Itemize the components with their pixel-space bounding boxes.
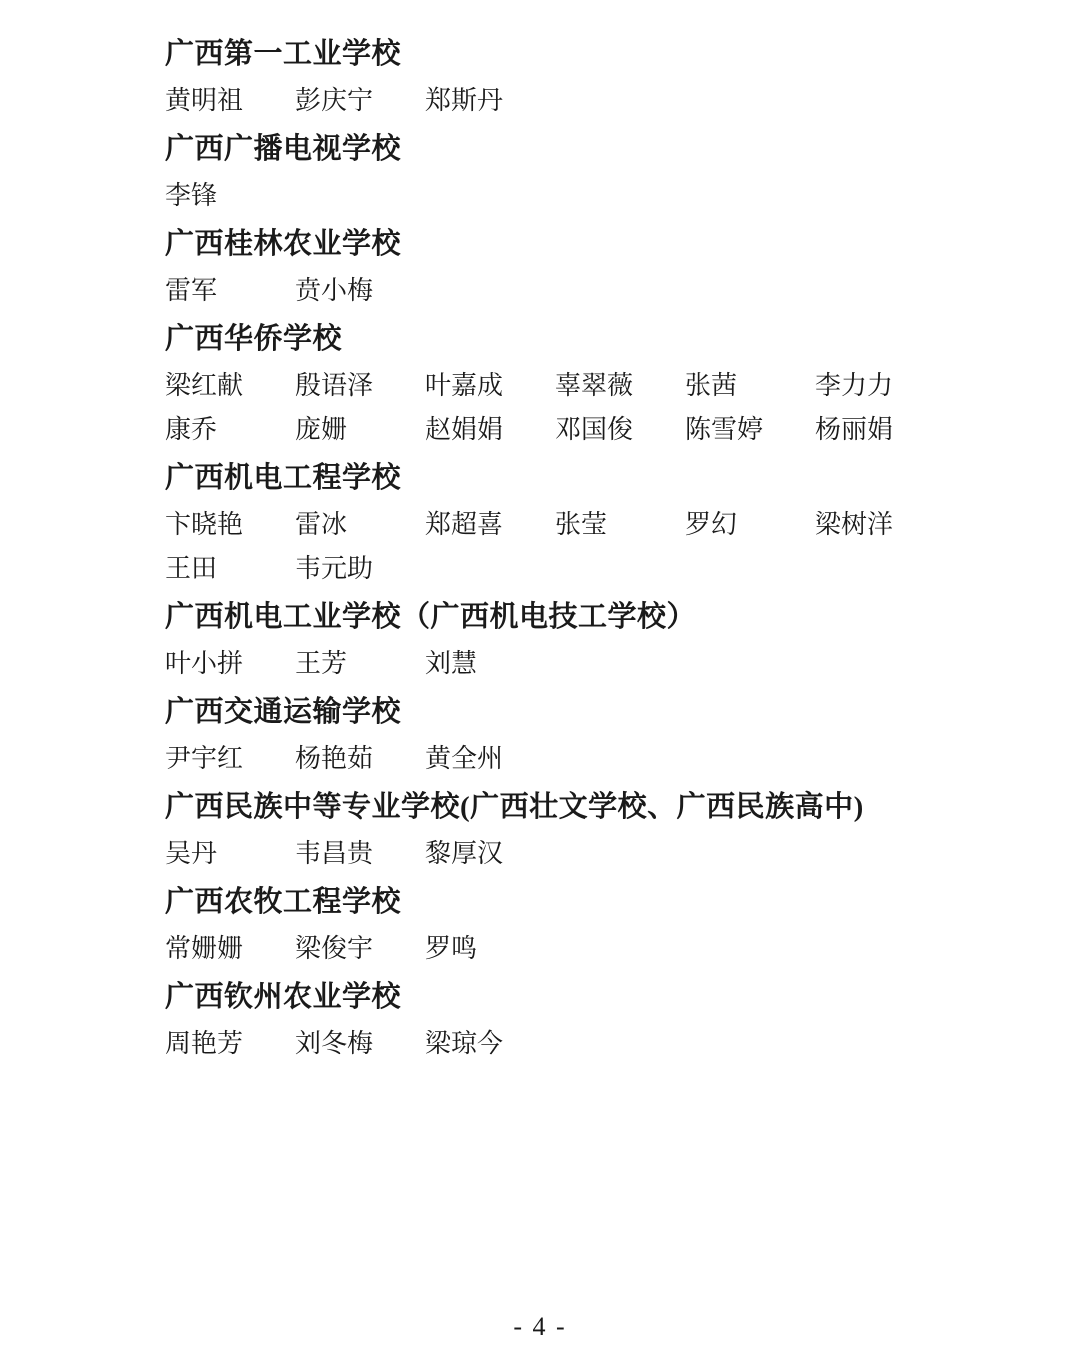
- school-group: [165, 876, 990, 971]
- school-name: 广西民族中等专业学校(广西壮文学校、广西民族高中): [165, 791, 864, 823]
- person-name: 黄全州: [425, 744, 504, 773]
- person-name: 彭庆宁: [295, 86, 374, 115]
- name-row: [165, 503, 990, 547]
- person-name: 邓国俊: [555, 415, 634, 444]
- school-name: 广西农牧工程学校: [165, 886, 402, 918]
- name-row: [165, 364, 990, 408]
- school-name: 广西广播电视学校: [165, 133, 402, 165]
- person-name: 刘冬梅: [295, 1029, 374, 1058]
- person-name: 周艳芳: [165, 1029, 244, 1058]
- person-name: 卞晓艳: [165, 510, 244, 539]
- school-group: [165, 218, 990, 313]
- person-name: 张莹: [555, 510, 608, 539]
- person-name: 李锋: [165, 181, 218, 210]
- name-row: [165, 927, 990, 971]
- person-name: 尹宇红: [165, 744, 244, 773]
- person-name: 庞姗: [295, 415, 348, 444]
- school-group: [165, 123, 990, 218]
- person-name: 杨丽娟: [815, 415, 894, 444]
- person-name: 杨艳茹: [295, 744, 374, 773]
- person-name: 刘慧: [425, 649, 478, 678]
- page-number: - 4 -: [513, 1312, 567, 1341]
- school-name: 广西钦州农业学校: [165, 981, 402, 1013]
- name-row: [165, 79, 990, 123]
- name-row: [165, 547, 990, 591]
- person-name: 韦元助: [295, 554, 374, 583]
- school-name: 广西机电工程学校: [165, 462, 402, 494]
- person-name: 郑斯丹: [425, 86, 504, 115]
- person-name: 李力力: [815, 371, 894, 400]
- person-name: 雷冰: [295, 510, 348, 539]
- person-name: 黄明祖: [165, 86, 244, 115]
- school-group: [165, 313, 990, 452]
- person-name: 雷军: [165, 276, 218, 305]
- person-name: 梁树洋: [815, 510, 894, 539]
- name-row: [165, 408, 990, 452]
- person-name: 梁琼今: [425, 1029, 504, 1058]
- school-name: 广西桂林农业学校: [165, 228, 402, 260]
- name-row: [165, 174, 990, 218]
- person-name: 梁俊宇: [295, 934, 374, 963]
- school-group: [165, 971, 990, 1066]
- person-name: 吴丹: [165, 839, 218, 868]
- person-name: 辜翠薇: [555, 371, 634, 400]
- person-name: 康乔: [165, 415, 218, 444]
- person-name: 陈雪婷: [685, 415, 764, 444]
- school-name: 广西华侨学校: [165, 323, 343, 355]
- school-group: [165, 591, 990, 686]
- school-group: [165, 28, 990, 123]
- person-name: 常姗姗: [165, 934, 244, 963]
- school-list: [165, 28, 990, 1066]
- person-name: 韦昌贵: [295, 839, 374, 868]
- person-name: 王田: [165, 554, 218, 583]
- person-name: 黎厚汉: [425, 839, 504, 868]
- person-name: 叶嘉成: [425, 371, 504, 400]
- person-name: 罗鸣: [425, 934, 478, 963]
- name-row: [165, 737, 990, 781]
- person-name: 叶小拼: [165, 649, 244, 678]
- person-name: 郑超喜: [425, 510, 504, 539]
- name-row: [165, 642, 990, 686]
- person-name: 罗幻: [685, 510, 738, 539]
- person-name: 贲小梅: [295, 276, 374, 305]
- school-name: 广西机电工业学校（广西机电技工学校）: [165, 601, 697, 633]
- school-group: [165, 686, 990, 781]
- name-row: [165, 1022, 990, 1066]
- person-name: 赵娟娟: [425, 415, 504, 444]
- person-name: 王芳: [295, 649, 348, 678]
- school-name: 广西交通运输学校: [165, 696, 402, 728]
- name-row: [165, 269, 990, 313]
- person-name: 梁红献: [165, 371, 244, 400]
- school-group: [165, 452, 990, 591]
- person-name: 张茜: [685, 371, 738, 400]
- school-group: [165, 781, 990, 876]
- name-row: [165, 832, 990, 876]
- school-name: 广西第一工业学校: [165, 38, 402, 70]
- person-name: 殷语泽: [295, 371, 374, 400]
